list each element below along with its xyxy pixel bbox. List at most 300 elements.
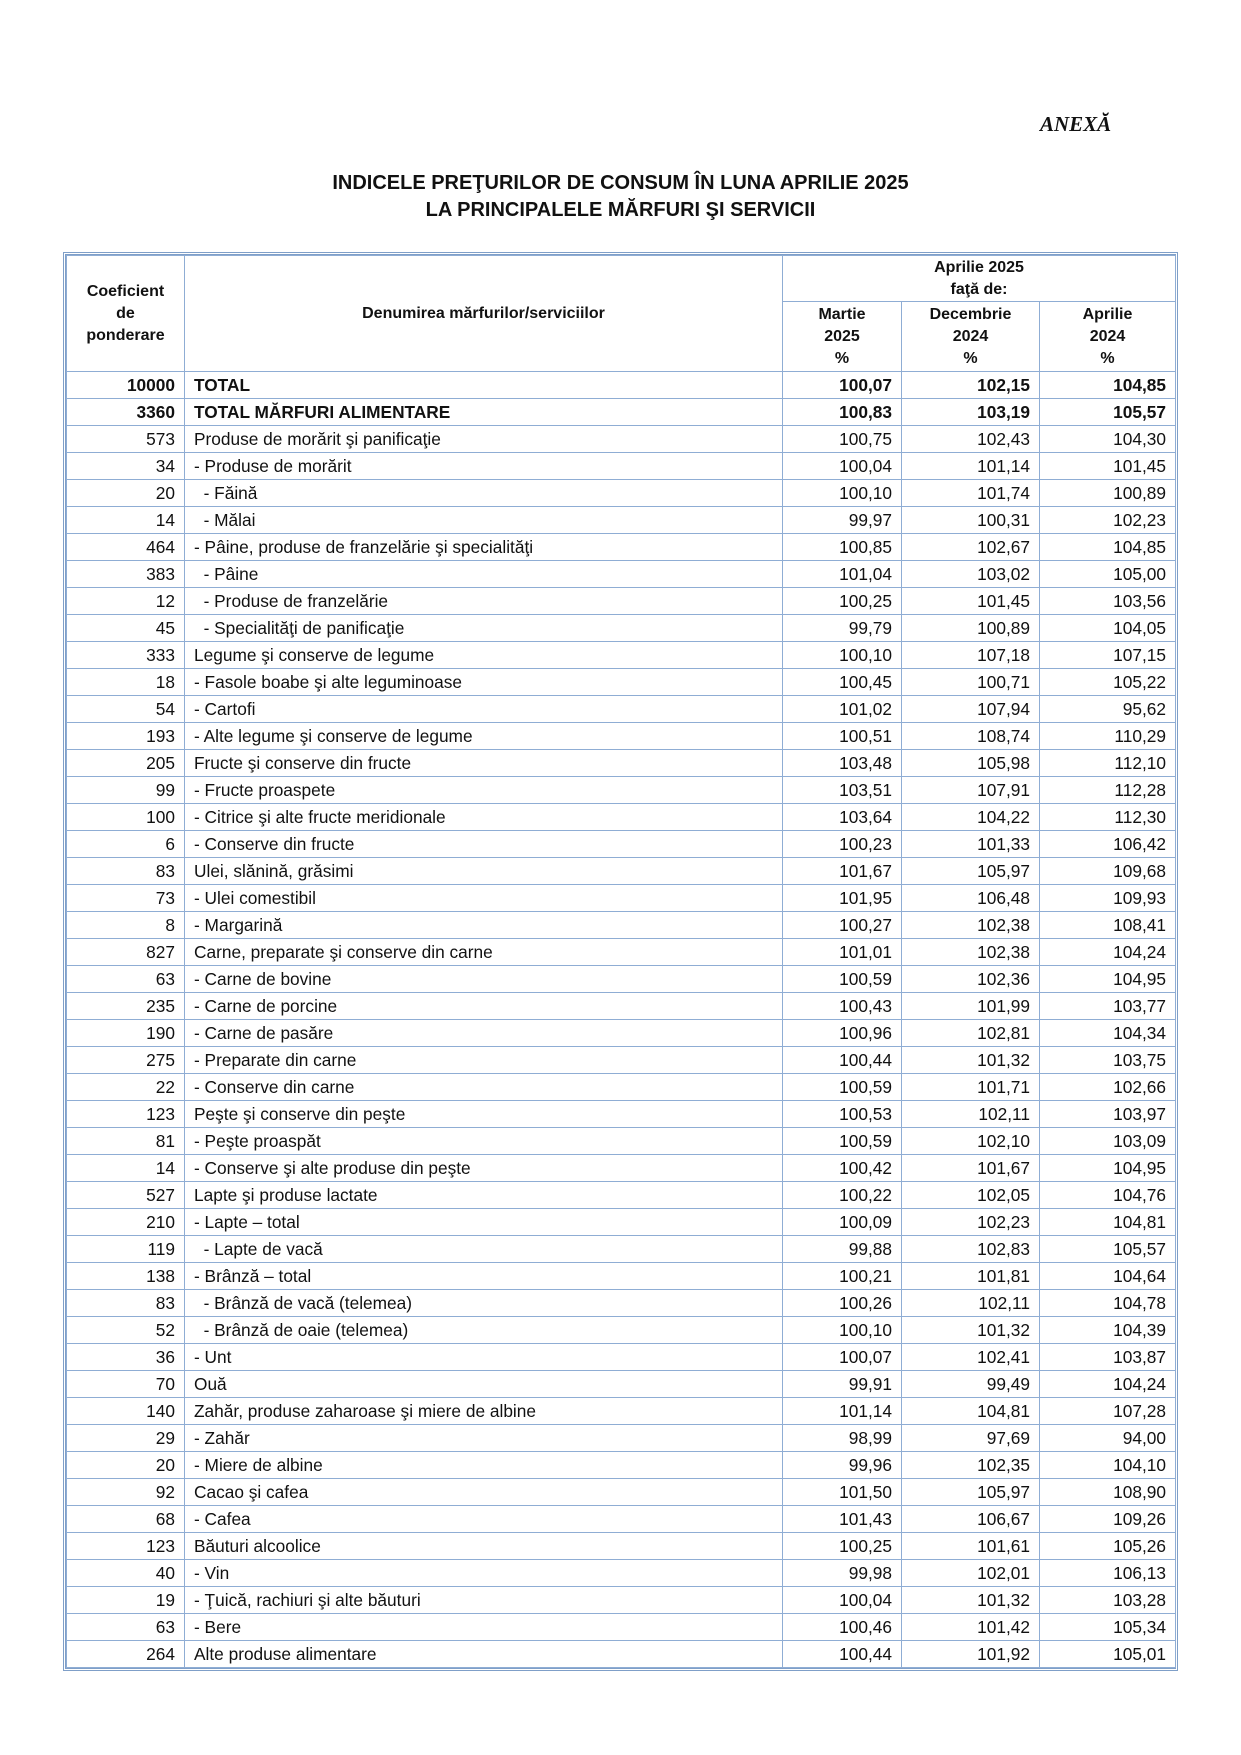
coefficient-cell: 29 [67, 1425, 185, 1452]
coefficient-cell: 6 [67, 831, 185, 858]
item-name-cell: - Pâine, produse de franzelărie şi specialităţi [185, 534, 783, 561]
december-2024-value: 102,38 [902, 912, 1040, 939]
march-2025-value: 100,53 [783, 1101, 902, 1128]
march-2025-value: 100,45 [783, 669, 902, 696]
coefficient-cell: 12 [67, 588, 185, 615]
page-title [0, 170, 1241, 224]
item-name-cell: - Cafea [185, 1506, 783, 1533]
coefficient-cell: 527 [67, 1182, 185, 1209]
coefficient-cell: 45 [67, 615, 185, 642]
table-row [67, 615, 1176, 642]
coefficient-cell: 123 [67, 1101, 185, 1128]
header-april-2024: Aprilie 2024 % [1040, 302, 1176, 372]
march-2025-value: 103,48 [783, 750, 902, 777]
table-row [67, 1371, 1176, 1398]
coefficient-cell: 36 [67, 1344, 185, 1371]
march-2025-value: 100,43 [783, 993, 902, 1020]
title-line-2: LA PRINCIPALELE MĂRFURI ŞI SERVICII [425, 199, 816, 221]
item-name-cell: - Conserve din fructe [185, 831, 783, 858]
table-row [67, 1101, 1176, 1128]
item-name-cell: - Specialităţi de panificaţie [185, 615, 783, 642]
april-2024-value: 103,87 [1040, 1344, 1176, 1371]
coefficient-cell: 73 [67, 885, 185, 912]
march-2025-value: 99,88 [783, 1236, 902, 1263]
table-row [67, 1182, 1176, 1209]
item-name-cell: - Bere [185, 1614, 783, 1641]
december-2024-value: 102,05 [902, 1182, 1040, 1209]
march-2025-value: 100,07 [783, 372, 902, 399]
coefficient-cell: 14 [67, 1155, 185, 1182]
cpi-table-frame [63, 252, 1178, 1671]
item-name-cell: - Brânză de oaie (telemea) [185, 1317, 783, 1344]
april-2024-value: 104,81 [1040, 1209, 1176, 1236]
april-2024-value: 108,41 [1040, 912, 1176, 939]
december-2024-value: 102,83 [902, 1236, 1040, 1263]
item-name-cell: - Făină [185, 480, 783, 507]
march-2025-value: 100,10 [783, 1317, 902, 1344]
march-2025-value: 101,01 [783, 939, 902, 966]
december-2024-value: 102,01 [902, 1560, 1040, 1587]
april-2024-value: 100,89 [1040, 480, 1176, 507]
coefficient-cell: 18 [67, 669, 185, 696]
table-row [67, 534, 1176, 561]
coefficient-cell: 193 [67, 723, 185, 750]
table-row [67, 750, 1176, 777]
april-2024-value: 109,68 [1040, 858, 1176, 885]
march-2025-value: 101,67 [783, 858, 902, 885]
march-2025-value: 101,43 [783, 1506, 902, 1533]
march-2025-value: 103,51 [783, 777, 902, 804]
table-row [67, 696, 1176, 723]
march-2025-value: 100,59 [783, 966, 902, 993]
table-row [67, 669, 1176, 696]
item-name-cell: - Produse de morărit [185, 453, 783, 480]
april-2024-value: 104,95 [1040, 966, 1176, 993]
coefficient-cell: 70 [67, 1371, 185, 1398]
table-row [67, 453, 1176, 480]
march-2025-value: 101,04 [783, 561, 902, 588]
coefficient-cell: 123 [67, 1533, 185, 1560]
april-2024-value: 105,26 [1040, 1533, 1176, 1560]
item-name-cell: - Lapte de vacă [185, 1236, 783, 1263]
march-2025-value: 100,27 [783, 912, 902, 939]
table-row [67, 1506, 1176, 1533]
december-2024-value: 105,97 [902, 1479, 1040, 1506]
item-name-cell: - Ţuică, rachiuri şi alte băuturi [185, 1587, 783, 1614]
april-2024-value: 103,56 [1040, 588, 1176, 615]
table-row [67, 1344, 1176, 1371]
table-row [67, 372, 1176, 399]
april-2024-value: 104,39 [1040, 1317, 1176, 1344]
april-2024-value: 109,26 [1040, 1506, 1176, 1533]
april-2024-value: 102,23 [1040, 507, 1176, 534]
header-march-2025: Martie 2025 % [783, 302, 902, 372]
table-row [67, 480, 1176, 507]
item-name-cell: Ouă [185, 1371, 783, 1398]
item-name-cell: - Conserve şi alte produse din peşte [185, 1155, 783, 1182]
december-2024-value: 104,81 [902, 1398, 1040, 1425]
item-name-cell: - Alte legume şi conserve de legume [185, 723, 783, 750]
march-2025-value: 99,91 [783, 1371, 902, 1398]
march-2025-value: 100,75 [783, 426, 902, 453]
december-2024-value: 102,15 [902, 372, 1040, 399]
coefficient-cell: 68 [67, 1506, 185, 1533]
table-row [67, 777, 1176, 804]
item-name-cell: Alte produse alimentare [185, 1641, 783, 1668]
december-2024-value: 106,67 [902, 1506, 1040, 1533]
december-2024-value: 108,74 [902, 723, 1040, 750]
table-row [67, 858, 1176, 885]
item-name-cell: - Margarină [185, 912, 783, 939]
item-name-cell: - Vin [185, 1560, 783, 1587]
coefficient-cell: 92 [67, 1479, 185, 1506]
table-row [67, 804, 1176, 831]
item-name-cell: Produse de morărit şi panificaţie [185, 426, 783, 453]
april-2024-value: 105,57 [1040, 1236, 1176, 1263]
item-name-cell: - Carne de porcine [185, 993, 783, 1020]
table-row [67, 939, 1176, 966]
april-2024-value: 107,15 [1040, 642, 1176, 669]
coefficient-cell: 264 [67, 1641, 185, 1668]
coefficient-cell: 138 [67, 1263, 185, 1290]
march-2025-value: 100,96 [783, 1020, 902, 1047]
april-2024-value: 109,93 [1040, 885, 1176, 912]
item-name-cell: Lapte şi produse lactate [185, 1182, 783, 1209]
december-2024-value: 102,23 [902, 1209, 1040, 1236]
march-2025-value: 100,25 [783, 1533, 902, 1560]
table-row [67, 831, 1176, 858]
coefficient-cell: 52 [67, 1317, 185, 1344]
item-name-cell: - Carne de bovine [185, 966, 783, 993]
december-2024-value: 102,35 [902, 1452, 1040, 1479]
table-row [67, 1290, 1176, 1317]
table-row [67, 1155, 1176, 1182]
april-2024-value: 104,85 [1040, 372, 1176, 399]
item-name-cell: TOTAL MĂRFURI ALIMENTARE [185, 399, 783, 426]
december-2024-value: 106,48 [902, 885, 1040, 912]
december-2024-value: 101,92 [902, 1641, 1040, 1668]
april-2024-value: 106,42 [1040, 831, 1176, 858]
table-row [67, 588, 1176, 615]
coefficient-cell: 8 [67, 912, 185, 939]
item-name-cell: Ulei, slănină, grăsimi [185, 858, 783, 885]
table-row [67, 912, 1176, 939]
table-row [67, 993, 1176, 1020]
item-name-cell: - Produse de franzelărie [185, 588, 783, 615]
item-name-cell: - Carne de pasăre [185, 1020, 783, 1047]
march-2025-value: 103,64 [783, 804, 902, 831]
march-2025-value: 100,51 [783, 723, 902, 750]
december-2024-value: 101,67 [902, 1155, 1040, 1182]
item-name-cell: Zahăr, produse zaharoase şi miere de albine [185, 1398, 783, 1425]
april-2024-value: 103,77 [1040, 993, 1176, 1020]
april-2024-value: 106,13 [1040, 1560, 1176, 1587]
march-2025-value: 100,04 [783, 453, 902, 480]
march-2025-value: 100,23 [783, 831, 902, 858]
april-2024-value: 103,09 [1040, 1128, 1176, 1155]
table-row [67, 1533, 1176, 1560]
table-row [67, 1317, 1176, 1344]
table-row [67, 1263, 1176, 1290]
coefficient-cell: 3360 [67, 399, 185, 426]
december-2024-value: 107,94 [902, 696, 1040, 723]
april-2024-value: 104,64 [1040, 1263, 1176, 1290]
march-2025-value: 99,79 [783, 615, 902, 642]
table-row [67, 1209, 1176, 1236]
march-2025-value: 100,59 [783, 1074, 902, 1101]
table-row [67, 507, 1176, 534]
coefficient-cell: 81 [67, 1128, 185, 1155]
march-2025-value: 100,59 [783, 1128, 902, 1155]
coefficient-cell: 99 [67, 777, 185, 804]
table-row [67, 1398, 1176, 1425]
march-2025-value: 100,22 [783, 1182, 902, 1209]
coefficient-cell: 63 [67, 1614, 185, 1641]
table-row [67, 1614, 1176, 1641]
march-2025-value: 100,09 [783, 1209, 902, 1236]
december-2024-value: 101,33 [902, 831, 1040, 858]
item-name-cell: - Fructe proaspete [185, 777, 783, 804]
coefficient-cell: 573 [67, 426, 185, 453]
table-row [67, 1128, 1176, 1155]
april-2024-value: 105,57 [1040, 399, 1176, 426]
april-2024-value: 105,34 [1040, 1614, 1176, 1641]
coefficient-cell: 63 [67, 966, 185, 993]
december-2024-value: 102,67 [902, 534, 1040, 561]
december-2024-value: 105,98 [902, 750, 1040, 777]
march-2025-value: 100,25 [783, 588, 902, 615]
coefficient-cell: 190 [67, 1020, 185, 1047]
april-2024-value: 104,95 [1040, 1155, 1176, 1182]
march-2025-value: 100,10 [783, 642, 902, 669]
table-row [67, 885, 1176, 912]
december-2024-value: 102,10 [902, 1128, 1040, 1155]
coefficient-cell: 19 [67, 1587, 185, 1614]
coefficient-cell: 83 [67, 858, 185, 885]
december-2024-value: 102,38 [902, 939, 1040, 966]
march-2025-value: 100,44 [783, 1047, 902, 1074]
december-2024-value: 103,19 [902, 399, 1040, 426]
december-2024-value: 101,14 [902, 453, 1040, 480]
april-2024-value: 107,28 [1040, 1398, 1176, 1425]
annex-label: ANEXĂ [1040, 112, 1112, 136]
coefficient-cell: 140 [67, 1398, 185, 1425]
december-2024-value: 102,41 [902, 1344, 1040, 1371]
march-2025-value: 100,04 [783, 1587, 902, 1614]
december-2024-value: 102,11 [902, 1290, 1040, 1317]
december-2024-value: 101,81 [902, 1263, 1040, 1290]
december-2024-value: 102,11 [902, 1101, 1040, 1128]
item-name-cell: - Miere de albine [185, 1452, 783, 1479]
item-name-cell: Cacao şi cafea [185, 1479, 783, 1506]
april-2024-value: 94,00 [1040, 1425, 1176, 1452]
april-2024-value: 103,28 [1040, 1587, 1176, 1614]
item-name-cell: - Preparate din carne [185, 1047, 783, 1074]
april-2024-value: 105,01 [1040, 1641, 1176, 1668]
december-2024-value: 101,99 [902, 993, 1040, 1020]
april-2024-value: 112,10 [1040, 750, 1176, 777]
coefficient-cell: 383 [67, 561, 185, 588]
december-2024-value: 101,42 [902, 1614, 1040, 1641]
march-2025-value: 101,14 [783, 1398, 902, 1425]
april-2024-value: 105,00 [1040, 561, 1176, 588]
march-2025-value: 100,42 [783, 1155, 902, 1182]
december-2024-value: 104,22 [902, 804, 1040, 831]
header-name: Denumirea mărfurilor/serviciilor [185, 256, 783, 372]
december-2024-value: 101,32 [902, 1587, 1040, 1614]
april-2024-value: 104,78 [1040, 1290, 1176, 1317]
table-row [67, 1641, 1176, 1668]
item-name-cell: - Citrice şi alte fructe meridionale [185, 804, 783, 831]
coefficient-cell: 333 [67, 642, 185, 669]
april-2024-value: 104,85 [1040, 534, 1176, 561]
table-row [67, 426, 1176, 453]
december-2024-value: 101,32 [902, 1047, 1040, 1074]
coefficient-cell: 54 [67, 696, 185, 723]
march-2025-value: 100,21 [783, 1263, 902, 1290]
coefficient-cell: 14 [67, 507, 185, 534]
april-2024-value: 104,30 [1040, 426, 1176, 453]
march-2025-value: 101,50 [783, 1479, 902, 1506]
table-body [67, 372, 1176, 1668]
coefficient-cell: 464 [67, 534, 185, 561]
april-2024-value: 104,24 [1040, 1371, 1176, 1398]
april-2024-value: 102,66 [1040, 1074, 1176, 1101]
table-row [67, 1074, 1176, 1101]
item-name-cell: - Brânză de vacă (telemea) [185, 1290, 783, 1317]
coefficient-cell: 210 [67, 1209, 185, 1236]
item-name-cell: - Pâine [185, 561, 783, 588]
march-2025-value: 100,07 [783, 1344, 902, 1371]
item-name-cell: Peşte şi conserve din peşte [185, 1101, 783, 1128]
march-2025-value: 99,97 [783, 507, 902, 534]
item-name-cell: - Zahăr [185, 1425, 783, 1452]
title-line-1: INDICELE PREŢURILOR DE CONSUM ÎN LUNA APRILIE 2025 [332, 172, 909, 194]
item-name-cell: Legume şi conserve de legume [185, 642, 783, 669]
april-2024-value: 103,97 [1040, 1101, 1176, 1128]
march-2025-value: 100,85 [783, 534, 902, 561]
item-name-cell: TOTAL [185, 372, 783, 399]
april-2024-value: 105,22 [1040, 669, 1176, 696]
december-2024-value: 101,71 [902, 1074, 1040, 1101]
header-group: Aprilie 2025 faţă de: [783, 256, 1176, 302]
april-2024-value: 104,05 [1040, 615, 1176, 642]
item-name-cell: - Brânză – total [185, 1263, 783, 1290]
table-row [67, 561, 1176, 588]
item-name-cell: - Conserve din carne [185, 1074, 783, 1101]
december-2024-value: 105,97 [902, 858, 1040, 885]
item-name-cell: - Peşte proaspăt [185, 1128, 783, 1155]
march-2025-value: 100,10 [783, 480, 902, 507]
march-2025-value: 100,46 [783, 1614, 902, 1641]
table-row [67, 1425, 1176, 1452]
december-2024-value: 100,89 [902, 615, 1040, 642]
table-row [67, 1452, 1176, 1479]
table-row [67, 966, 1176, 993]
item-name-cell: - Ulei comestibil [185, 885, 783, 912]
coefficient-cell: 20 [67, 480, 185, 507]
april-2024-value: 103,75 [1040, 1047, 1176, 1074]
coefficient-cell: 235 [67, 993, 185, 1020]
coefficient-cell: 22 [67, 1074, 185, 1101]
item-name-cell: - Lapte – total [185, 1209, 783, 1236]
table-row [67, 1587, 1176, 1614]
table-row [67, 1047, 1176, 1074]
table-row [67, 723, 1176, 750]
table-row [67, 1479, 1176, 1506]
header-december-2024: Decembrie 2024 % [902, 302, 1040, 372]
december-2024-value: 102,81 [902, 1020, 1040, 1047]
december-2024-value: 100,71 [902, 669, 1040, 696]
april-2024-value: 104,76 [1040, 1182, 1176, 1209]
december-2024-value: 101,61 [902, 1533, 1040, 1560]
december-2024-value: 99,49 [902, 1371, 1040, 1398]
coefficient-cell: 205 [67, 750, 185, 777]
table-row [67, 642, 1176, 669]
march-2025-value: 101,02 [783, 696, 902, 723]
coefficient-cell: 119 [67, 1236, 185, 1263]
december-2024-value: 102,43 [902, 426, 1040, 453]
april-2024-value: 110,29 [1040, 723, 1176, 750]
item-name-cell: - Unt [185, 1344, 783, 1371]
april-2024-value: 112,30 [1040, 804, 1176, 831]
march-2025-value: 98,99 [783, 1425, 902, 1452]
april-2024-value: 104,24 [1040, 939, 1176, 966]
december-2024-value: 101,74 [902, 480, 1040, 507]
april-2024-value: 104,10 [1040, 1452, 1176, 1479]
march-2025-value: 99,98 [783, 1560, 902, 1587]
item-name-cell: Băuturi alcoolice [185, 1533, 783, 1560]
item-name-cell: Carne, preparate şi conserve din carne [185, 939, 783, 966]
item-name-cell: - Fasole boabe şi alte leguminoase [185, 669, 783, 696]
december-2024-value: 101,32 [902, 1317, 1040, 1344]
march-2025-value: 100,26 [783, 1290, 902, 1317]
december-2024-value: 107,91 [902, 777, 1040, 804]
table-row [67, 1236, 1176, 1263]
december-2024-value: 107,18 [902, 642, 1040, 669]
april-2024-value: 112,28 [1040, 777, 1176, 804]
december-2024-value: 102,36 [902, 966, 1040, 993]
coefficient-cell: 34 [67, 453, 185, 480]
april-2024-value: 95,62 [1040, 696, 1176, 723]
item-name-cell: - Cartofi [185, 696, 783, 723]
coefficient-cell: 100 [67, 804, 185, 831]
april-2024-value: 104,34 [1040, 1020, 1176, 1047]
december-2024-value: 101,45 [902, 588, 1040, 615]
coefficient-cell: 10000 [67, 372, 185, 399]
coefficient-cell: 827 [67, 939, 185, 966]
april-2024-value: 101,45 [1040, 453, 1176, 480]
table-row [67, 1560, 1176, 1587]
december-2024-value: 103,02 [902, 561, 1040, 588]
march-2025-value: 101,95 [783, 885, 902, 912]
header-coefficient: Coeficient de ponderare [67, 256, 185, 372]
coefficient-cell: 83 [67, 1290, 185, 1317]
table-row [67, 1020, 1176, 1047]
april-2024-value: 108,90 [1040, 1479, 1176, 1506]
march-2025-value: 100,83 [783, 399, 902, 426]
coefficient-cell: 20 [67, 1452, 185, 1479]
item-name-cell: Fructe şi conserve din fructe [185, 750, 783, 777]
march-2025-value: 100,44 [783, 1641, 902, 1668]
coefficient-cell: 275 [67, 1047, 185, 1074]
item-name-cell: - Mălai [185, 507, 783, 534]
december-2024-value: 100,31 [902, 507, 1040, 534]
cpi-table [66, 255, 1176, 1668]
december-2024-value: 97,69 [902, 1425, 1040, 1452]
march-2025-value: 99,96 [783, 1452, 902, 1479]
table-row [67, 399, 1176, 426]
